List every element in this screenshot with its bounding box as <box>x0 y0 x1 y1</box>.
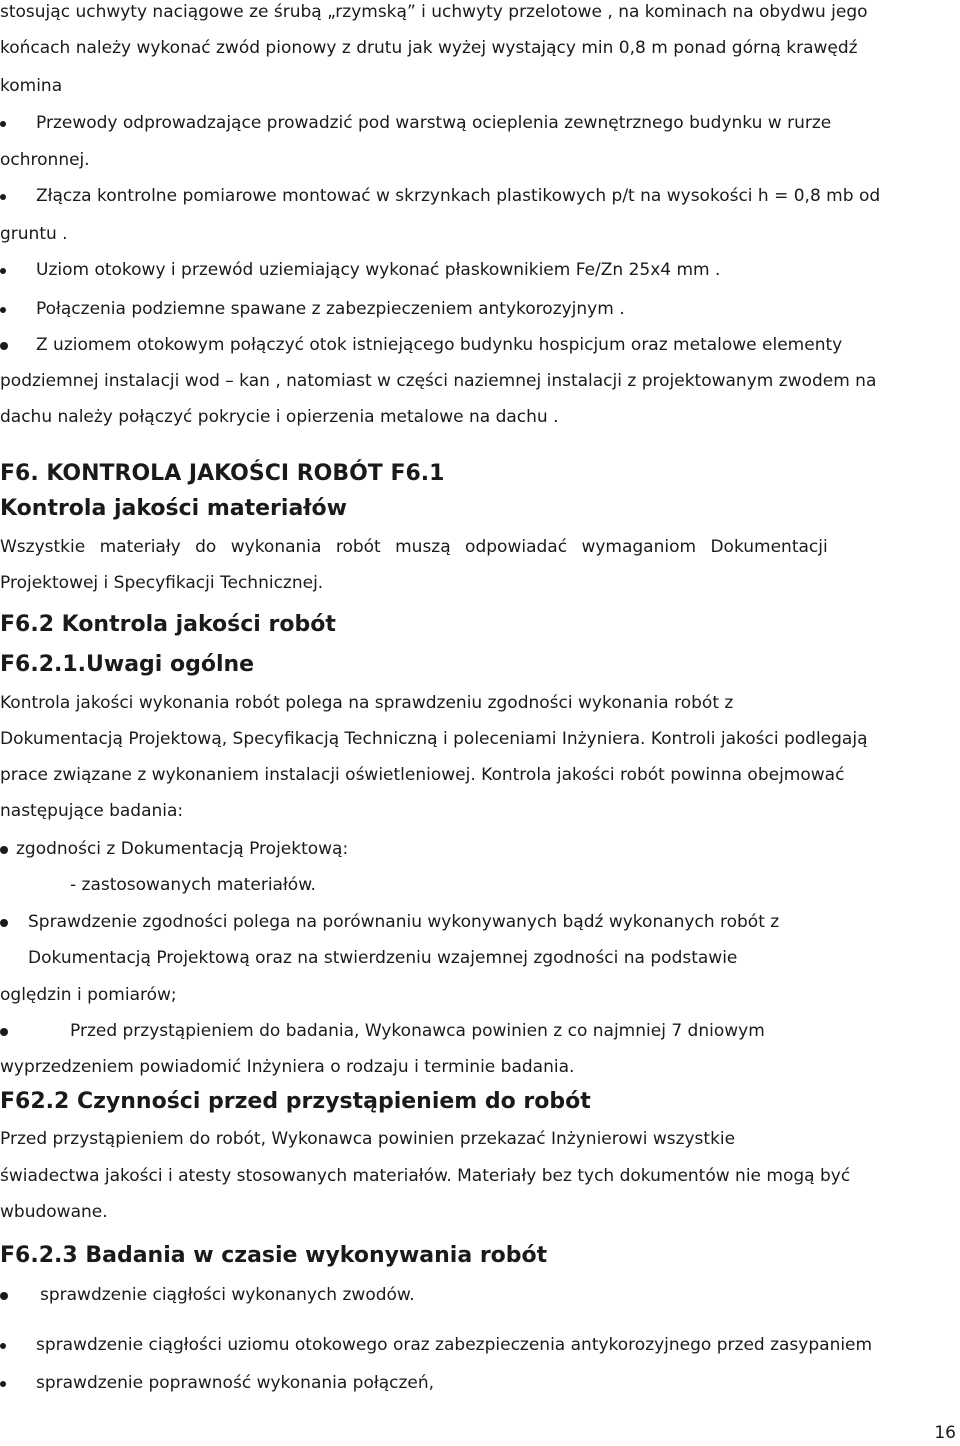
text-line: końcach należy wykonać zwód pionowy z drutu jak wyżej wystający min 0,8 m ponad górną krawędź <box>0 38 858 58</box>
text-line: dachu należy połączyć pokrycie i opierzenia metalowe na dachu . <box>0 407 559 427</box>
text-line: Przed przystąpieniem do badania, Wykonawca powinien z co najmniej 7 dniowym <box>70 1021 765 1041</box>
text-line: następujące badania: <box>0 801 184 821</box>
section-heading: Kontrola jakości materiałów <box>0 496 347 521</box>
text-line: prace związane z wykonaniem instalacji oświetleniowej. Kontrola jakości robót powinna obejmować <box>0 765 845 785</box>
page-number: 16 <box>934 1423 956 1443</box>
text-line: Połączenia podziemne spawane z zabezpieczeniem antykorozyjnym . <box>36 299 625 319</box>
bullet <box>0 342 8 350</box>
text-line: komina <box>0 76 63 96</box>
text-line: Przewody odprowadzające prowadzić pod warstwą ocieplenia zewnętrznego budynku w rurze <box>36 113 832 133</box>
section-heading: F6.2 Kontrola jakości robót <box>0 612 336 637</box>
bullet <box>0 1381 6 1387</box>
bullet <box>0 846 8 854</box>
text-line: Przed przystąpieniem do robót, Wykonawca powinien przekazać Inżynierowi wszystkie <box>0 1129 736 1149</box>
section-heading: F6.2.3 Badania w czasie wykonywania robót <box>0 1243 548 1268</box>
text-line: gruntu . <box>0 224 68 244</box>
section-heading: F62.2 Czynności przed przystąpieniem do robót <box>0 1089 591 1114</box>
text-line: Kontrola jakości wykonania robót polega na sprawdzeniu zgodności wykonania robót z <box>0 693 734 713</box>
text-line: Z uziomem otokowym połączyć otok istniejącego budynku hospicjum oraz metalowe elementy <box>36 335 843 355</box>
section-heading: F6. KONTROLA JAKOŚCI ROBÓT F6.1 <box>0 461 445 486</box>
text-line: Projektowej i Specyfikacji Technicznej. <box>0 573 324 593</box>
bullet <box>0 1028 8 1036</box>
bullet <box>0 307 6 313</box>
text-line: Sprawdzenie zgodności polega na porównaniu wykonywanych bądź wykonanych robót z <box>28 912 780 932</box>
text-line: sprawdzenie poprawność wykonania połączeń, <box>36 1373 435 1393</box>
text-line: Uziom otokowy i przewód uziemiający wykonać płaskownikiem Fe/Zn 25x4 mm . <box>36 260 721 280</box>
bullet <box>0 268 6 274</box>
text-line: wyprzedzeniem powiadomić Inżyniera o rodzaju i terminie badania. <box>0 1057 575 1077</box>
text-line: stosując uchwyty naciągowe ze śrubą „rzymską” i uchwyty przelotowe , na kominach na obydwu jego <box>0 2 868 22</box>
text-line: sprawdzenie ciągłości wykonanych zwodów. <box>40 1285 415 1305</box>
text-line: sprawdzenie ciągłości uziomu otokowego oraz zabezpieczenia antykorozyjnego przed zasypaniem <box>36 1335 873 1355</box>
bullet <box>0 194 6 200</box>
bullet <box>0 919 8 927</box>
bullet <box>0 121 6 127</box>
text-line: - zastosowanych materiałów. <box>70 875 316 895</box>
text-line: Wszystkie materiały do wykonania robót muszą odpowiadać wymaganiom Dokumentacji <box>0 537 828 557</box>
text-line: Dokumentacją Projektową, Specyfikacją Techniczną i poleceniami Inżyniera. Kontroli jakości podlegają <box>0 729 868 749</box>
text-line: zgodności z Dokumentacją Projektową: <box>16 839 349 859</box>
text-line: oględzin i pomiarów; <box>0 985 177 1005</box>
text-line: świadectwa jakości i atesty stosowanych materiałów. Materiały bez tych dokumentów nie mogą być <box>0 1166 851 1186</box>
bullet <box>0 1343 6 1349</box>
text-line: podziemnej instalacji wod – kan , natomiast w części naziemnej instalacji z projektowanym zwodem na <box>0 371 877 391</box>
section-heading: F6.2.1.Uwagi ogólne <box>0 652 255 677</box>
text-line: Dokumentacją Projektową oraz na stwierdzeniu wzajemnej zgodności na podstawie <box>28 948 738 968</box>
text-line: ochronnej. <box>0 150 90 170</box>
bullet <box>0 1292 8 1300</box>
text-line: wbudowane. <box>0 1202 108 1222</box>
text-line: Złącza kontrolne pomiarowe montować w skrzynkach plastikowych p/t na wysokości h = 0,8 mb od <box>36 186 881 206</box>
